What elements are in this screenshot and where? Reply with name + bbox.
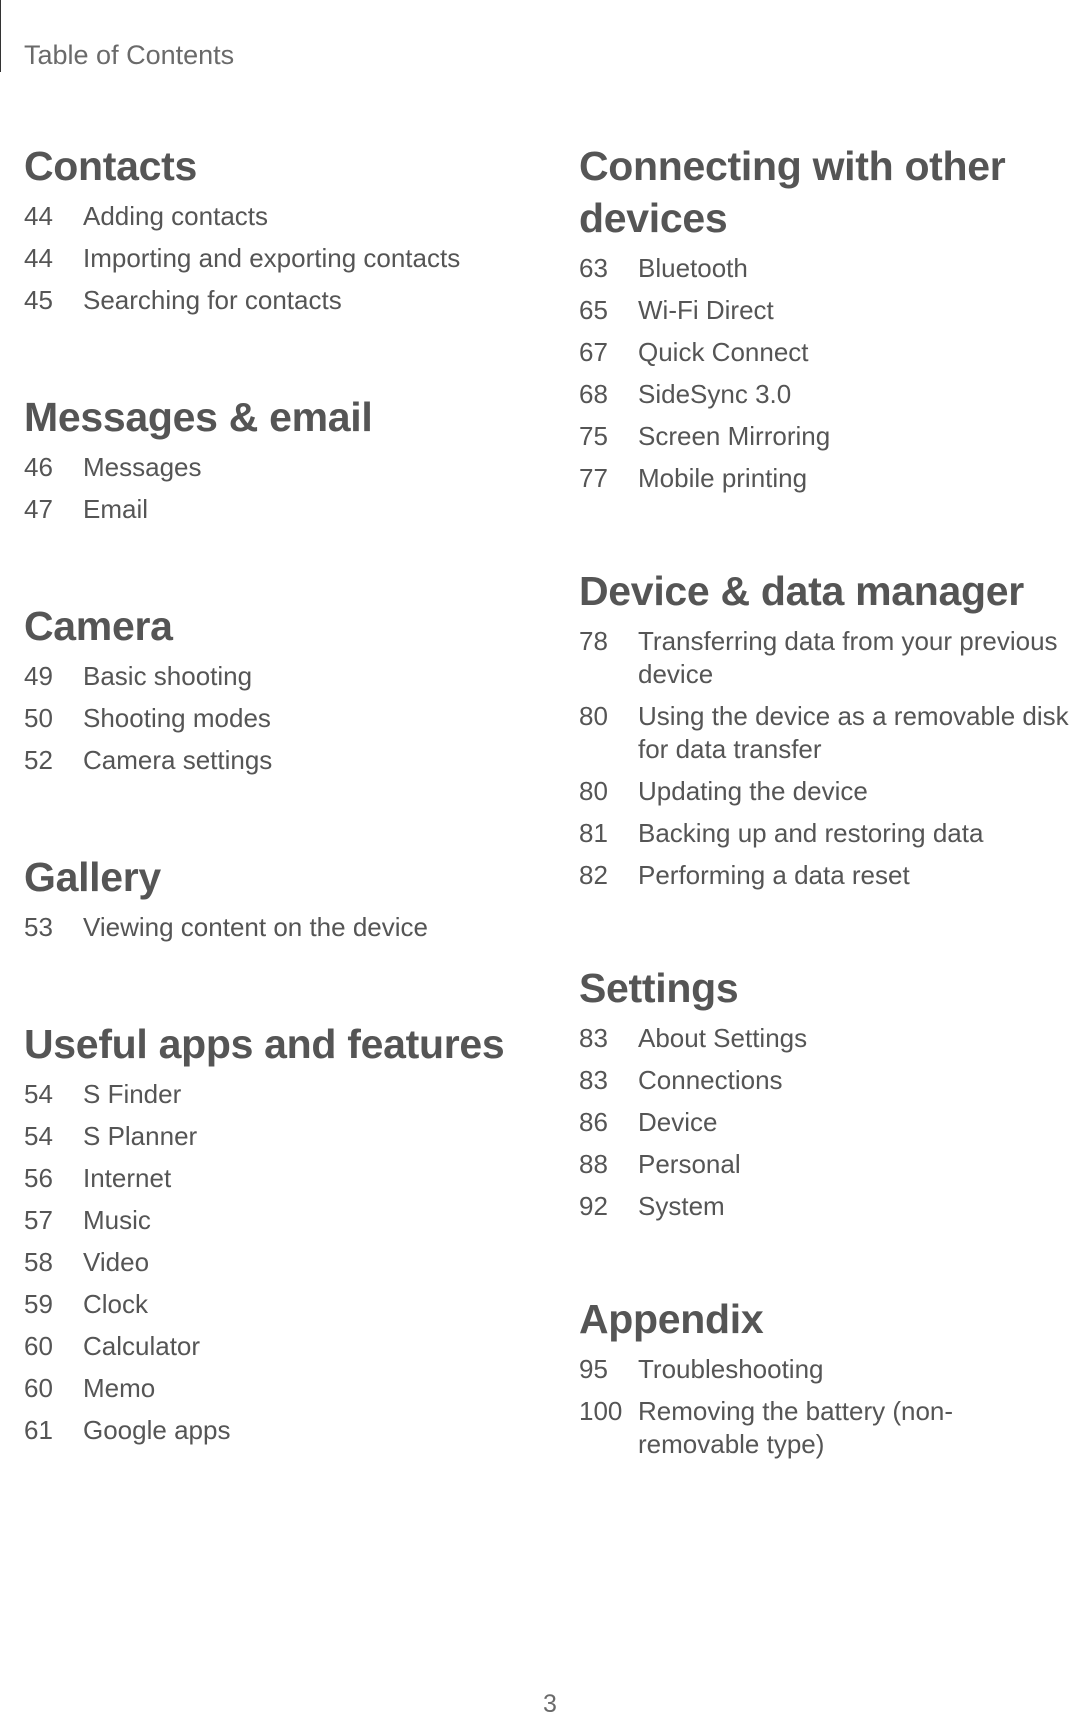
entry-title: Performing a data reset bbox=[638, 860, 910, 890]
entry-title: Memo bbox=[83, 1373, 156, 1403]
entry-title: Wi-Fi Direct bbox=[638, 295, 774, 325]
entry-page-number: 80 bbox=[579, 701, 608, 731]
entry-title: Video bbox=[83, 1247, 150, 1277]
toc-entry[interactable] bbox=[24, 1120, 524, 1153]
toc-entry[interactable] bbox=[24, 200, 524, 233]
toc-entry[interactable] bbox=[24, 1246, 524, 1279]
entry-page-number: 46 bbox=[24, 452, 53, 482]
entry-page-number: 82 bbox=[579, 860, 608, 890]
entry-title: Troubleshooting bbox=[638, 1354, 824, 1384]
toc-entry[interactable] bbox=[24, 284, 524, 317]
toc-entry[interactable] bbox=[24, 1078, 524, 1111]
toc-entry[interactable] bbox=[579, 1106, 1069, 1139]
toc-entry[interactable] bbox=[579, 1022, 1069, 1055]
entry-title: Calculator bbox=[83, 1331, 201, 1361]
toc-entry[interactable] bbox=[24, 744, 524, 777]
entry-page-number: 77 bbox=[579, 463, 608, 493]
toc-entry[interactable] bbox=[579, 378, 1069, 411]
section-title: Gallery bbox=[24, 854, 161, 900]
toc-left-column bbox=[24, 140, 524, 1456]
entry-page-number: 78 bbox=[579, 626, 608, 656]
toc-entry[interactable] bbox=[24, 911, 524, 944]
entry-title: Internet bbox=[83, 1163, 172, 1193]
entry-page-number: 54 bbox=[24, 1121, 53, 1151]
entry-page-number: 50 bbox=[24, 703, 53, 733]
toc-section bbox=[579, 140, 1069, 495]
entry-title: S Finder bbox=[83, 1079, 182, 1109]
toc-entry[interactable] bbox=[579, 859, 1069, 892]
toc-entry[interactable] bbox=[24, 1162, 524, 1195]
entry-title: About Settings bbox=[638, 1023, 808, 1053]
section-title: Messages & email bbox=[24, 394, 373, 440]
entry-page-number: 60 bbox=[24, 1373, 53, 1403]
entry-title: Device bbox=[638, 1107, 718, 1137]
entry-page-number: 47 bbox=[24, 494, 53, 524]
entry-page-number: 92 bbox=[579, 1191, 608, 1221]
toc-entry[interactable] bbox=[24, 451, 524, 484]
entry-title: Messages bbox=[83, 452, 202, 482]
entry-title: Clock bbox=[83, 1289, 149, 1319]
toc-right-column bbox=[579, 140, 1069, 1470]
section-title: Device & data manager bbox=[579, 568, 1024, 614]
entry-title: Screen Mirroring bbox=[638, 421, 831, 451]
entry-title: Google apps bbox=[83, 1415, 231, 1445]
entry-title: Bluetooth bbox=[638, 253, 748, 283]
toc-section bbox=[24, 600, 524, 777]
entry-page-number: 65 bbox=[579, 295, 608, 325]
entry-title: Importing and exporting contacts bbox=[83, 243, 461, 273]
entry-page-number: 44 bbox=[24, 243, 53, 273]
entry-title: SideSync 3.0 bbox=[638, 379, 792, 409]
entry-title: Music bbox=[83, 1205, 151, 1235]
entry-title: Backing up and restoring data bbox=[638, 818, 984, 848]
toc-entry[interactable] bbox=[579, 1353, 1069, 1386]
entry-title: Searching for contacts bbox=[83, 285, 342, 315]
entry-title: Camera settings bbox=[83, 745, 273, 775]
toc-entry[interactable] bbox=[24, 1414, 524, 1447]
entry-page-number: 60 bbox=[24, 1331, 53, 1361]
toc-entry[interactable] bbox=[579, 775, 1069, 808]
entry-title: Connections bbox=[638, 1065, 783, 1095]
toc-entry[interactable] bbox=[24, 1204, 524, 1237]
toc-entry[interactable] bbox=[579, 1395, 1069, 1461]
entry-page-number: 67 bbox=[579, 337, 608, 367]
entry-title: Updating the device bbox=[638, 776, 868, 806]
section-title: Settings bbox=[579, 965, 739, 1011]
entry-page-number: 68 bbox=[579, 379, 608, 409]
entry-title: S Planner bbox=[83, 1121, 198, 1151]
toc-entry[interactable] bbox=[579, 1190, 1069, 1223]
entry-page-number: 63 bbox=[579, 253, 608, 283]
toc-entry[interactable] bbox=[24, 660, 524, 693]
toc-entry[interactable] bbox=[579, 1064, 1069, 1097]
section-title: Connecting with other devices bbox=[579, 143, 1006, 241]
entry-title: Email bbox=[83, 494, 149, 524]
entry-page-number: 56 bbox=[24, 1163, 53, 1193]
entry-title: System bbox=[638, 1191, 725, 1221]
entry-page-number: 88 bbox=[579, 1149, 608, 1179]
entry-page-number: 80 bbox=[579, 776, 608, 806]
toc-section bbox=[579, 962, 1069, 1223]
toc-section bbox=[24, 140, 524, 317]
entry-page-number: 83 bbox=[579, 1065, 608, 1095]
entry-page-number: 44 bbox=[24, 201, 53, 231]
entry-page-number: 53 bbox=[24, 912, 53, 942]
entry-page-number: 61 bbox=[24, 1415, 53, 1445]
toc-entry[interactable] bbox=[579, 700, 1069, 766]
header-rule bbox=[0, 0, 1, 72]
toc-entry[interactable] bbox=[24, 702, 524, 735]
toc-entry[interactable] bbox=[24, 493, 524, 526]
toc-entry[interactable] bbox=[24, 242, 524, 275]
entry-page-number: 57 bbox=[24, 1205, 53, 1235]
entry-title: Basic shooting bbox=[83, 661, 253, 691]
entry-page-number: 81 bbox=[579, 818, 608, 848]
toc-section bbox=[24, 1018, 524, 1447]
entry-page-number: 83 bbox=[579, 1023, 608, 1053]
toc-entry[interactable] bbox=[24, 1330, 524, 1363]
entry-page-number: 58 bbox=[24, 1247, 53, 1277]
toc-entry[interactable] bbox=[579, 420, 1069, 453]
entry-title: Mobile printing bbox=[638, 463, 808, 493]
toc-section bbox=[24, 851, 524, 944]
entry-title: Using the device as a removable disk for data transfer bbox=[638, 701, 1069, 764]
toc-entry[interactable] bbox=[24, 1372, 524, 1405]
toc-entry[interactable] bbox=[24, 1288, 524, 1321]
toc-section bbox=[579, 1293, 1069, 1461]
toc-entry[interactable] bbox=[579, 252, 1069, 285]
entry-page-number: 95 bbox=[579, 1354, 608, 1384]
entry-page-number: 49 bbox=[24, 661, 53, 691]
entry-page-number: 86 bbox=[579, 1107, 608, 1137]
entry-title: Adding contacts bbox=[83, 201, 269, 231]
toc-entry[interactable] bbox=[579, 625, 1069, 691]
section-title: Appendix bbox=[579, 1296, 764, 1342]
entry-page-number: 54 bbox=[24, 1079, 53, 1109]
entry-title: Viewing content on the device bbox=[83, 912, 428, 942]
toc-section bbox=[24, 391, 524, 526]
entry-title: Personal bbox=[638, 1149, 741, 1179]
toc-entry[interactable] bbox=[579, 462, 1069, 495]
entry-page-number: 45 bbox=[24, 285, 53, 315]
section-title: Camera bbox=[24, 603, 173, 649]
toc-entry[interactable] bbox=[579, 1148, 1069, 1181]
toc-entry[interactable] bbox=[579, 817, 1069, 850]
section-title: Contacts bbox=[24, 143, 198, 189]
toc-entry[interactable] bbox=[579, 294, 1069, 327]
toc-entry[interactable] bbox=[579, 336, 1069, 369]
toc-section bbox=[579, 565, 1069, 892]
entry-page-number: 59 bbox=[24, 1289, 53, 1319]
entry-title: Removing the battery (non-removable type) bbox=[638, 1396, 954, 1459]
page-number: 3 bbox=[543, 1690, 557, 1718]
entry-page-number: 52 bbox=[24, 745, 53, 775]
entry-title: Shooting modes bbox=[83, 703, 271, 733]
entry-page-number: 75 bbox=[579, 421, 608, 451]
entry-title: Transferring data from your previous device bbox=[638, 626, 1058, 689]
section-title: Useful apps and features bbox=[24, 1021, 505, 1067]
entry-page-number: 100 bbox=[579, 1396, 623, 1426]
page-header: Table of Contents bbox=[24, 40, 235, 70]
entry-title: Quick Connect bbox=[638, 337, 809, 367]
